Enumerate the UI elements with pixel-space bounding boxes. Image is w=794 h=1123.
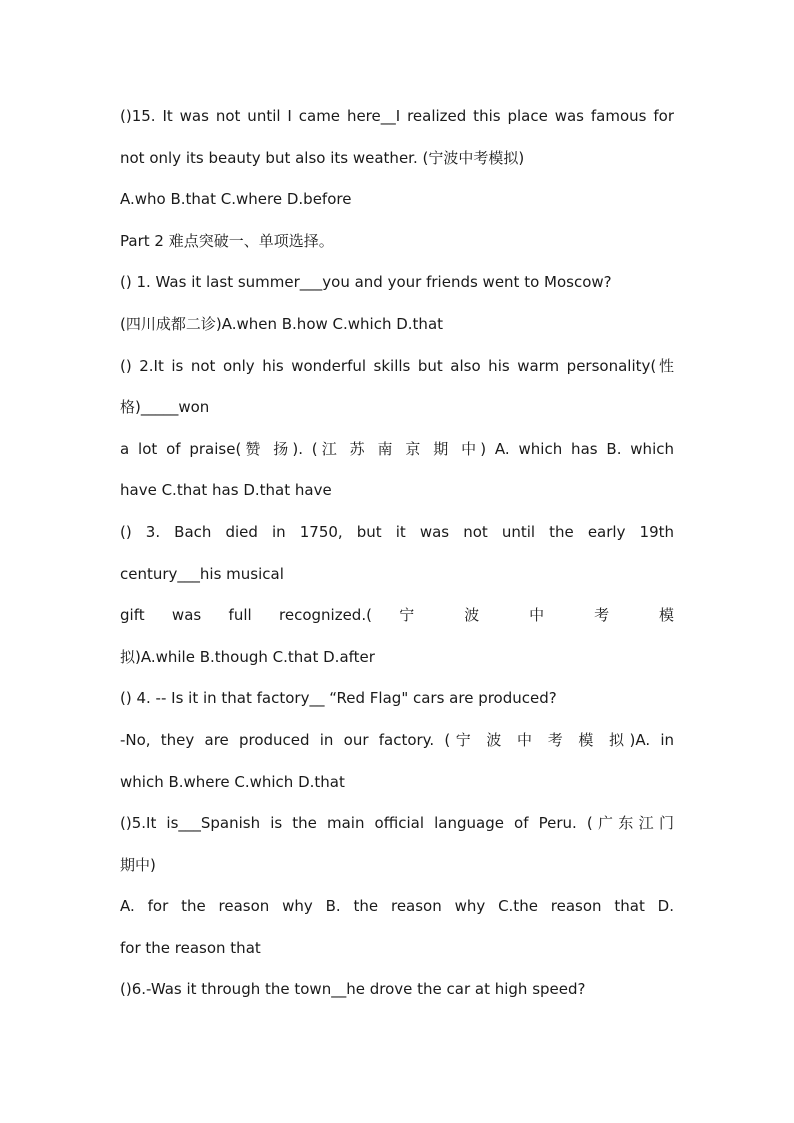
document-page xyxy=(120,96,674,1011)
text-line: -No, they are produced in our factory. (宁 波 中 考 模 拟)A. in xyxy=(120,730,674,749)
text-line: century___his musical xyxy=(120,564,284,583)
text-line: (四川成都二诊)A.when B.how C.which D.that xyxy=(120,314,444,333)
text-line: A. for the reason why B. the reason why C.the reason that D. xyxy=(120,897,674,916)
text-line: ()5.It is___Spanish is the main official language of Peru. (广东江门 xyxy=(120,814,674,833)
text-line: () 2.It is not only his wonderful skills but also his warm personality(性 xyxy=(120,356,674,375)
text-line: () 4. -- Is it in that factory__ “Red Flag" cars are produced? xyxy=(120,689,557,708)
text-line: Part 2 难点突破一、单项选择。 xyxy=(120,231,334,250)
text-line: which B.where C.which D.that xyxy=(120,772,345,791)
text-line: A.who B.that C.where D.before xyxy=(120,190,352,209)
text-line: ()15. It was not until I came here__I realized this place was famous for xyxy=(120,107,674,125)
text-line: not only its beauty but also its weather. (宁波中考模拟) xyxy=(120,148,525,167)
text-line: 拟)A.while B.though C.that D.after xyxy=(120,647,375,666)
text-line: ()6.-Was it through the town__he drove the car at high speed? xyxy=(120,980,586,999)
text-line: a lot of praise(赞 扬). (江 苏 南 京 期 中) A. which has B. which xyxy=(120,439,674,458)
text-line: gift was full recognized.( 宁 波 中 考 模 xyxy=(120,606,674,625)
text-line: 格)_____won xyxy=(120,398,210,417)
text-line: for the reason that xyxy=(120,938,261,957)
text-line: 期中) xyxy=(120,855,156,874)
text-line: () 3. Bach died in 1750, but it was not until the early 19th xyxy=(120,522,674,541)
text-line: () 1. Was it last summer___you and your friends went to Moscow? xyxy=(120,273,612,292)
text-line: have C.that has D.that have xyxy=(120,481,332,500)
